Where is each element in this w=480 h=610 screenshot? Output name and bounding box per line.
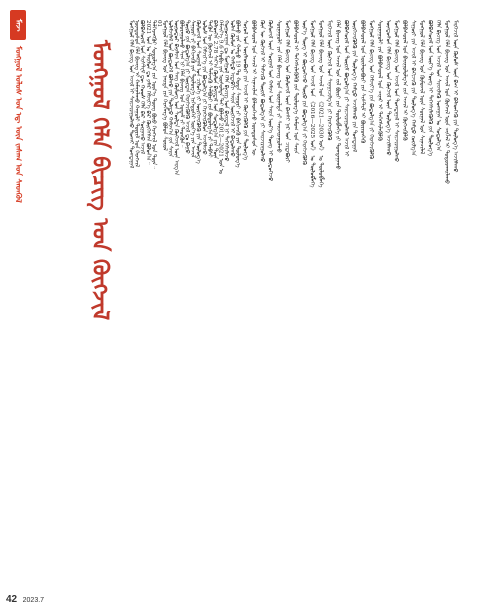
text-line: ᠪᠣᠯᠬᠤ ᠶᠢᠨ ᠬᠠᠮᠲᠤ 19 ᠲᠣ ᠬᠣᠲᠠ ᠰᠠᠭᠤᠷᠢ ᠶᠢ ᠪᠡᠬᠢᠵᠢᠬᠦ ᠶᠢᠨ ᠲᠥᠯᠥᠭ᠎ᠡ: [234, 20, 241, 168]
text-line: ᠰᠤᠷᠭᠠᠭᠤᠯᠢ ᠶᠢᠨ ᠪᠣᠯᠪᠠᠰᠤᠷᠠᠯ ᠤᠨ ᠴᠢᠨᠠᠷ ᠢ ᠳᠡᠭᠡᠭᠰᠢᠯᠡᠭᠦᠯᠬᠦ: [376, 20, 383, 141]
text-line: ᠰᠤᠷᠭᠠᠭᠤᠯᠢ ᠶᠢᠨ ᠬᠡᠯᠡ ᠪᠢᠴᠢᠭ ᠤᠨ ᠰᠤᠷᠭᠠᠯᠲᠠ ᠶᠢ ᠰᠠᠢᠵᠢᠷᠠᠭᠤᠯᠬᠤ: [275, 20, 282, 153]
article-title: ᠮᠣᠩᠭᠣᠯ ᠬᠡᠯᠡ ᠪᠢᠴᠢᠭ ᠤᠨ ᠬᠥᠭᠵᠢᠯ: [87, 40, 113, 321]
text-line: ᠬᠡᠮᠵᠢᠶ᠎ᠡ 9.6 ᠬᠤᠪᠢ ᠶᠢᠨ ᠥᠰᠦᠯᠲᠡ ᠲᠠᠢ ᠪᠣᠯᠵᠤ 2012—2021 ᠣᠨ ᠤ: [217, 20, 224, 175]
text-line: ᠮᠣᠩᠭᠣᠯ ᠬᠡᠯᠡ ᠪᠢᠴᠢᠭ ᠤᠨ ᠠᠵᠢᠯ ᠤᠨ ᠲᠣᠭᠲᠠᠭᠠᠯ ᠢ ᠰᠠᠢᠵᠢᠷᠠᠭᠤᠯᠬᠤ: [393, 20, 400, 162]
text-line: ᠬᠡᠯᠡ ᠪᠢᠴᠢᠭ ᠤᠨ ᠠᠵᠢᠯ ᠤᠨ ᠰᠢᠨᠵᠢᠯᠡᠬᠦ ᠤᠬᠠᠭᠠᠨ ᠤ ᠰᠤᠳᠤᠯᠭ᠎ᠠ: [435, 20, 442, 152]
text-line: 01: [156, 20, 162, 28]
text-line: ᠬᠦᠨ ᠦ ᠬᠥᠭᠵᠢᠯ ᠢ ᠳᠡᠮᠵᠢᠬᠦ ᠳᠦᠷᠢᠮ ᠪᠣᠳᠣᠯᠭ᠎ᠠ ᠶᠢ ᠰᠠᠢᠵᠢᠷᠠᠭᠤᠯᠬᠤ: [258, 20, 265, 163]
page-footer: [6, 594, 44, 606]
page-number: 42: [6, 594, 18, 605]
text-line: ᠦᠨᠳᠦᠰᠦᠨ ᠬᠡᠯᠡ ᠪᠢᠴᠢᠭ ᠤᠨ ᠬᠥᠭᠵᠢᠯ ᠦᠨ ᠲᠥᠯᠥᠭ᠎ᠡ ᠠᠵᠢᠯᠯᠠᠬᠤ: [384, 20, 391, 156]
text-line: ᠮᠣᠩᠭᠣᠯ ᠬᠡᠯᠡ ᠪᠢᠴᠢᠭ ᠤᠨ ᠠᠵᠢᠯ ᠢ ᠰᠠᠢᠵᠢᠷᠠᠭᠤᠯᠬᠤ ᠲᠤᠬᠠᠢ ᠲᠣᠭᠲᠠᠭᠠᠯ: [128, 20, 134, 169]
text-line: ᠰᠠᠭᠤᠷᠢ ᠶᠢ ᠪᠡᠬᠢᠵᠢᠬᠦ ᠶᠢᠨ ᠲᠥᠯᠥᠭ᠎ᠡ ᠨᠢᠭᠡᠳᠦᠭᠡᠷ ᠦᠶ᠎ᠡ ᠶᠢᠨ ᠠᠵᠢᠯ: [189, 20, 196, 158]
text-line: ᠰᠣᠶᠣᠯ ᠤᠨ ᠦᠢᠯᠡᠳᠪᠦᠷᠢ ᠶᠢᠨ ᠠᠵᠢᠯ ᠢ ᠬᠥᠭᠵᠢᠭᠦᠯᠬᠦ ᠶᠢᠨ ᠲᠥᠯᠥᠭ᠎ᠡ: [242, 20, 248, 161]
text-line: ᠣᠯᠠᠨ ᠬᠦᠮᠦᠨ ᠤ ᠬᠠᠮᠲᠤ ᠢᠳᠡᠪᠬᠢ ᠰᠠᠶ᠋ᠢᠨ ᠥᠷᠭᠡᠵᠢᠯ ᠢ ᠪᠠᠲᠤᠯᠠᠬᠤ: [228, 20, 235, 157]
text-line: ᠪᠣᠯᠪᠠᠰᠤᠷᠠᠯ ᠤᠨ ᠦᠢᠯᠡᠳᠪᠦᠷᠢ ᠶᠢᠨ ᠰᠢᠰᠲ᠋ᠧᠮ ᠢ ᠪᠦᠷᠢᠳᠬᠡᠬᠦ: [359, 20, 366, 144]
text-line: ᠮᠡᠷᠭᠡᠵᠢᠯ ᠦᠨ ᠬᠥᠭᠵᠢᠯ ᠤᠨ ᠰᠠᠨᠠᠭᠠᠴᠢᠯᠭ᠎ᠠ ᠶᠢ ᠬᠡᠷᠡᠭᠵᠢᠭᠦᠯᠬᠦ: [326, 20, 332, 141]
text-line: ᠲᠥᠷᠥ ᠶᠢᠨ ᠪᠣᠳᠣᠯᠭ᠎ᠠ ᠶᠢ ᠮᠥᠷᠳᠡᠨ ᠬᠡᠷᠡᠭᠵᠢᠭᠦᠯᠬᠦ ᠠᠵᠢᠯ ᠳᠤ ᠪᠠᠭᠤ: [184, 20, 190, 154]
text-line: ᠬᠡᠯᠡ ᠪᠢᠴᠢᠭ ᠤᠨ ᠠᠵᠢᠯ ᠤᠨ ᠵᠢᠯ ᠪᠦᠷᠢ ᠶᠢᠨ ᠲᠥᠯᠥᠪᠯᠡᠭᠡ ᠶᠢ ᠲᠣᠭᠲᠠᠭᠠᠬᠤ: [334, 20, 341, 170]
text-line: ᠪᠣᠯᠪᠠᠰᠤᠷᠠᠯ ᠤᠨ ᠰᠢᠰᠲ᠋ᠧᠮ ᠳᠦ ᠬᠣᠣᠰ ᠬᠡᠯᠡ ᠪᠡᠷ ᠰᠤᠷᠭᠠᠬᠤ ᠠᠵᠢᠯ: [139, 20, 146, 155]
text-line: ᠮᠡᠷᠭᠡᠵᠢᠯ ᠦᠨ ᠬᠦᠮᠦᠰ ᠦᠨ ᠪᠠᠭ ᠢ ᠪᠡᠯᠡᠳᠬᠡᠬᠦ ᠶᠢᠨ ᠲᠥᠯᠥᠭ᠎ᠡ ᠠᠵᠢᠯᠯᠠᠬᠤ: [452, 20, 458, 173]
text-line: ᠬᠤᠭᠤᠴᠠᠭᠠᠨ ᠳᠤ ᠮᠣᠩᠭᠣᠯ ᠬᠡᠯᠡ ᠪᠢᠴᠢᠭ ᠤᠨ ᠪᠠᠶᠢᠳᠠᠯ ᠨᠢ ᠳᠡᠭᠡᠭᠰᠢᠯᠡᠵᠦ: [223, 20, 230, 162]
text-line: 2021 ᠣᠨ ᠤ ᠲᠠᠢᠯᠤᠨ ᠳᠤ ᠶᠠᠮᠠᠷ ᠬᠡᠮᠵᠢᠶ᠎ᠡ ᠪᠠᠷ ᠬᠦᠷᠭᠡᠭᠰᠡᠨ ᠪᠣᠯᠣᠨ᠎ᠠ᠃: [144, 20, 151, 165]
right-text-column: [240, 20, 472, 575]
text-line: ᠮᠣᠩᠭᠣᠯ ᠬᠡᠯᠡ ᠪᠢᠴᠢᠭ ᠤᠨ ᠬᠦᠮᠦᠵᠢᠯ ᠦᠨ ᠪᠠᠭᠰᠢ ᠨᠠᠷ ᠤᠨ ᠴᠢᠳᠠᠪᠤᠷᠢ: [284, 20, 290, 163]
section-banner: [7, 10, 29, 240]
text-line: ᠤᠯᠤᠰ ᠤᠨ ᠬᠡᠮᠵᠢᠶ᠎ᠡ ᠶᠢᠨ ᠪᠣᠳᠣᠯᠭ᠎ᠠ ᠶᠢ ᠬᠡᠷᠡᠭᠵᠢᠭᠦᠯᠦᠨ ᠠᠵᠢᠯᠯᠠᠵᠤ: [200, 20, 207, 155]
text-line: ᠪᠣᠯᠪᠠᠰᠤᠷᠠᠯ ᠤᠨ ᠦᠷ᠎ᠡ ᠳᠦᠩ ᠢ ᠳᠡᠭᠡᠭᠰᠢᠯᠡᠭᠦᠯᠬᠦ ᠶᠢᠨ ᠲᠥᠯᠥᠭ᠎ᠡ: [426, 20, 433, 157]
text-line: ᠮᠣᠩᠭᠣᠯ ᠬᠡᠯᠡ ᠪᠢᠴᠢᠭ ᠤᠨ ᠬᠡᠮᠵᠢᠶ᠎ᠡ ᠶᠢᠨ ᠪᠣᠳᠣᠯᠭ᠎ᠠ ᠶᠢ ᠬᠡᠷᠡᠭᠵᠢᠭᠦᠯᠬᠦ: [368, 20, 374, 159]
text-line: ᠦᠷ᠎ᠡ ᠳᠦᠩ ᠢ ᠪᠦᠲᠦᠭᠡᠵᠦ ᠲᠥᠷᠥ ᠶᠢᠨ ᠪᠣᠳᠣᠯᠭ᠎ᠠ ᠶᠢ ᠬᠡᠷᠡᠭᠵᠢᠭᠦᠯᠬᠦ: [300, 20, 307, 165]
text-line: ᠦᠨᠳᠦᠰᠦᠨ ᠬᠡᠯᠡ ᠪᠢᠴᠢᠭ ᠢ ᠬᠠᠮᠠᠭᠠᠯᠠᠬᠤ ᠬᠠᠭᠤᠯᠢ ᠳᠦᠷᠢᠮ ᠤᠨ ᠬᠡᠷᠡᠭᠵᠢᠯ: [133, 20, 140, 167]
text-line: ᠬᠦᠮᠦᠵᠢᠯ ᠦᠨ ᠰᠤᠷᠭᠠᠯ ᠤᠨ ᠬᠠᠮᠢᠭ ᠤᠨ ᠰᠠᠢᠨ ᠦᠷ᠎ᠡ ᠳᠦᠩ ᠢ ᠪᠦᠲᠦᠭᠡᠵᠦ: [267, 20, 274, 182]
text-line: ᠬᠦᠮᠦᠵᠢᠯ ᠤᠨ ᠰᠤᠷᠭᠠᠯ ᠤᠨ ᠴᠢᠯᠦᠭᠡ ᠵᠢ ᠥᠷᠭᠡᠵᠢᠭᠦᠯᠬᠦ ᠶᠢᠨ ᠲᠥᠯᠥᠭ᠎ᠡ: [195, 20, 202, 164]
section-badge: [10, 10, 26, 40]
text-line: ᠪᠡᠯᠡᠳᠬᠡᠨ 2.78 ᠰᠠᠶ᠎ᠠ ᠬᠦᠮᠦᠨ ᠪᠠᠶᠢᠳᠠᠯ ᠤᠨ ᠰᠤᠳᠤᠯᠭ᠎ᠠ ᠶᠢᠨ ᠳᠦᠨ: [212, 20, 218, 160]
text-line: ᠤᠯᠠᠮᠵᠢᠯᠠᠯ ᠤᠨ ᠪᠦᠲᠦᠭᠡᠯ ᠪᠣᠯᠬᠤ ᠶᠢᠨ ᠲᠤᠯᠠᠳᠤ ᠬᠠᠮᠢᠭ᠎ᠠ ᠶᠢᠨ ᠰᠠᠢᠨ: [167, 20, 174, 158]
text-line: ᠮᠣᠩᠭᠣᠯ ᠬᠡᠯᠡ ᠪᠢᠴᠢᠭ ᠤᠨ ᠠᠵᠢᠯ ᠤᠨ ᠬᠥᠭᠵᠢᠯ ᠦᠨ ᠴᠢᠭᠯᠡᠯ ᠢ ᠲᠣᠳᠣᠷᠬᠠᠢᠯᠠᠬᠤ: [443, 20, 450, 184]
text-line: ᠳᠡᠯᠭᠡᠷᠡᠩᠭᠦᠢ ᠰᠤᠳᠤᠯᠭ᠎ᠠ ᠶᠢᠨ ᠦᠷ᠎ᠡ ᠳᠦᠩ ᠪᠤᠶᠤ ᠬᠡᠷᠡᠭᠵᠢᠯ ᠤᠨ ᠳᠦᠨ᠃: [150, 20, 157, 169]
left-text-column: [126, 20, 240, 310]
text-line: ᠥᠷᠭᠡᠵᠢᠭᠦᠯᠬᠦ ᠶᠢᠨ ᠲᠥᠯᠥᠭ᠎ᠡ ᠬᠠᠮᠲᠤ ᠠᠵᠢᠯᠯᠠᠬᠤ ᠶᠢᠨ ᠲᠣᠭᠲᠠᠭᠠᠯ: [351, 20, 358, 153]
text-line: ᠰᠠᠭᠤᠷᠢ ᠶᠢᠨ ᠠᠵᠢᠯ ᠢ ᠪᠡᠬᠢᠵᠢᠬᠦ ᠶᠢᠨ ᠲᠥᠯᠥᠭ᠎ᠡ ᠬᠠᠮᠲᠤ ᠵᠣᠷᠢᠯᠭ᠎ᠠ: [410, 20, 416, 156]
section-title: ᠮᠣᠩᠭᠣᠯ ᠤᠯᠤᠰ ᠤᠨ ᠡᠳ᠋ ᠦᠨ ᠵᠠᠰᠠᠭ ᠤᠨ ᠰᠡᠳᠬᠦᠯ: [14, 46, 23, 203]
text-line: ᠪᠣᠯᠪᠠᠰᠤᠷᠠᠯ ᠢ ᠳᠡᠭᠡᠭᠰᠢᠯᠡᠭᠦᠯᠬᠦ ᠶᠢᠨ ᠲᠥᠯᠥᠭ᠎ᠡ ᠬᠠᠮᠤᠭ ᠤᠨ ᠰᠠᠢᠨ: [292, 20, 299, 154]
text-line: ᠮᠣᠩᠭᠣᠯ ᠬᠡᠯᠡ ᠪᠢᠴᠢᠭ ᠤᠨ ᠬᠦᠮᠦᠵᠢᠯ ᠦᠨ ᠰᠤᠷᠭᠠᠯ ᠤᠨ ᠰᠢᠨᠡᠴᠢᠯᠡᠯ: [418, 20, 425, 155]
text-line: ᠲᠡᠭᠦᠨ ᠦ ᠬᠥᠭᠵᠢᠯ ᠢ ᠳᠡᠮᠵᠢᠬᠦ ᠰᠠᠯᠪᠤᠷᠢ ᠶᠢᠨ ᠪᠣᠳᠣᠯᠭ᠎ᠠ ᠶᠢ ᠳᠡᠪᠰᠢ: [206, 20, 213, 158]
text-line: ᠪᠣᠯᠪᠠᠰᠤᠷᠠᠯ ᠤᠨ ᠳᠦᠷᠢᠮ ᠪᠣᠳᠣᠯᠭ᠎ᠠ ᠶᠢ ᠰᠠᠢᠵᠢᠷᠠᠭᠤᠯᠬᠤ ᠠᠵᠢᠯ ᠢ: [342, 20, 349, 157]
text-line: ᠮᠣᠩᠭᠣᠯ ᠬᠡᠯᠡ ᠪᠢᠴᠢᠭ ᠤᠨ ᠨᠡᠢᠲᠡ ᠶᠢᠨ ᠬᠡᠷᠡᠭᠯᠡᠭ᠎ᠡ ᠪᠣᠯᠤᠨ ᠰᠣᠶᠣᠯ: [161, 20, 168, 151]
text-line: ᠪᠣᠯᠪᠠᠰᠤᠷᠠᠯ ᠤᠨ ᠪᠠᠶᠢᠭᠤᠯᠤᠯᠭ᠎ᠠ ᠶᠢᠨ ᠠᠵᠢᠯ ᠢ ᠬᠥᠭᠵᠢᠭᠦᠯᠬᠦ: [401, 20, 408, 141]
text-line: ᠪᠣᠯᠪᠠᠰᠤᠷᠠᠯ ᠤᠨ ᠠᠵᠢᠯ ᠢ ᠰᠢᠨᠡᠴᠢᠯᠡᠨ ᠪᠡᠯᠡᠳᠬᠡᠵᠦ ᠦᠨᠳᠦᠰᠦᠨ ᠦ: [250, 20, 257, 156]
text-line: ᠮᠣᠩᠭᠣᠯ ᠬᠡᠯᠡ ᠪᠢᠴᠢᠭ ᠤᠨ ᠠᠵᠢᠯ ᠤᠨ 《2021—2030 ᠣᠨ》 ᠤ ᠲᠥᠯᠥᠪᠯᠡᠭᠡ: [317, 20, 324, 188]
text-line: ᠥᠨᠥᠳᠥᠷ ᠪᠠᠶᠠᠯᠢᠭ ᠤᠨ ᠰᠠᠩ ᠬᠥᠮᠦᠩ ᠤᠨ ᠰᠦᠯᠳᠡ ᠬᠥᠬᠡᠵᠢᠯ ᠦᠨ ᠠᠷᠭ᠎ᠠ: [172, 20, 179, 176]
text-line: ᠮᠣᠩᠭᠣᠯ ᠬᠡᠯᠡ ᠪᠢᠴᠢᠭ ᠤᠨ ᠠᠵᠢᠯ ᠤᠨ 《2016—2025 ᠣᠨ》 ᠤ ᠲᠥᠯᠥᠪᠯᠡᠭᠡ: [309, 20, 316, 188]
issue-date: 2023.7: [22, 597, 45, 604]
text-line: ᠪᠣᠯᠣᠷᠠᠭᠤᠯᠬᠤ ᠰᠢᠭ᠋ ᠨᠢ ᠬᠡᠯᠡ ᠪᠢᠴᠢᠭ ᠤᠨ ᠤᠳᠠᠮ ᠵᠢ ᠲᠡᠳᠬᠦᠨ᠃: [178, 20, 185, 148]
section-badge-text: ᠮᠠᠵ: [14, 18, 23, 32]
